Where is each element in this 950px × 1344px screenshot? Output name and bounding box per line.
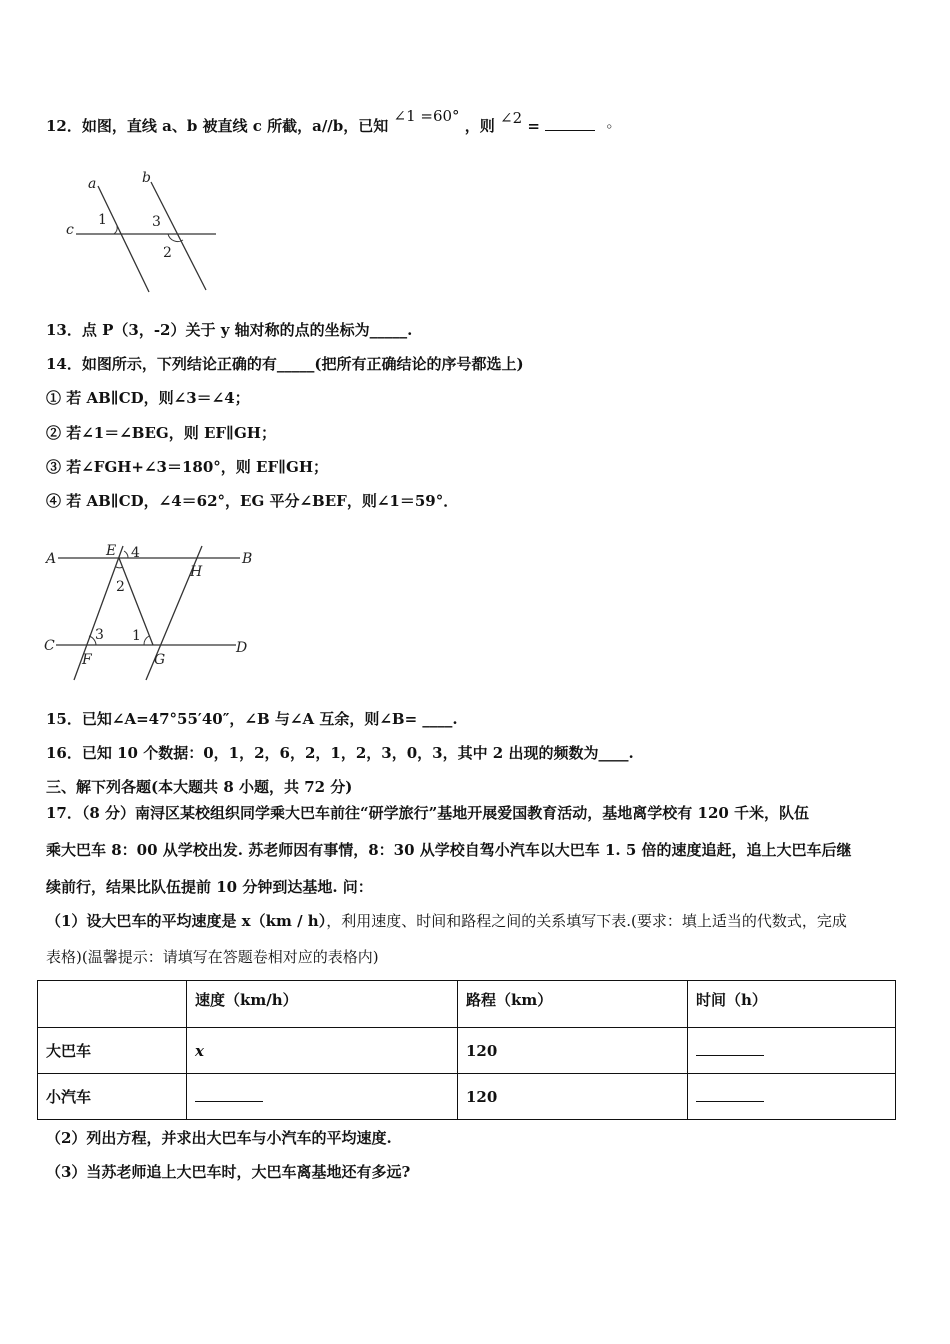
table-header-row bbox=[38, 981, 896, 1028]
row-car-time[interactable] bbox=[688, 1074, 896, 1120]
q17-part-3: （3）当苏老师追上大巴车时，大巴车离基地还有多远? bbox=[46, 1163, 411, 1181]
label-1: 1 bbox=[132, 628, 141, 644]
label-A: A bbox=[46, 551, 57, 567]
q14-option-3: ③ 若∠FGH+∠3＝180°，则 EF∥GH； bbox=[46, 458, 329, 476]
question-15: 15．已知∠A=47°55′40″，∠B 与∠A 互余，则∠B= ____. bbox=[46, 710, 458, 728]
q17-line-3: 续前行，结果比队伍提前 10 分钟到达基地. 问： bbox=[46, 878, 373, 896]
label-B: B bbox=[242, 551, 253, 567]
q12-prefix: 12．如图，直线 a、b 被直线 c 所截，a//b，已知 bbox=[46, 117, 389, 135]
car-time-blank bbox=[696, 1089, 764, 1102]
row-car-speed[interactable] bbox=[187, 1074, 458, 1120]
label-b: b bbox=[142, 170, 151, 186]
q12-suffix: = bbox=[527, 117, 540, 135]
label-D: D bbox=[236, 640, 248, 656]
label-3: 3 bbox=[95, 627, 104, 643]
label-2: 2 bbox=[163, 245, 172, 261]
angle-4-arc bbox=[124, 551, 128, 558]
section-3-title: 三、解下列各题(本大题共 8 小题，共 72 分) bbox=[46, 778, 353, 796]
row-bus-time[interactable] bbox=[688, 1028, 896, 1074]
q14-option-2: ② 若∠1＝∠BEG，则 EF∥GH； bbox=[46, 424, 276, 442]
table-row bbox=[38, 1028, 896, 1074]
q12-middle: ，则 bbox=[464, 117, 495, 135]
table-header-blank bbox=[38, 981, 187, 1028]
label-2: 2 bbox=[116, 579, 125, 595]
table-header-time: 时间（h） bbox=[688, 981, 896, 1028]
q17-part-1-rest: ，利用速度、时间和路程之间的关系填写下表.(要求：填上适当的代数式，完成 bbox=[326, 912, 847, 930]
q17-part-1 bbox=[46, 911, 847, 931]
angle-1-arc bbox=[144, 636, 149, 645]
line-a bbox=[98, 186, 149, 292]
speed-distance-time-table bbox=[37, 980, 896, 1120]
row-bus-speed: x bbox=[187, 1028, 458, 1074]
bus-time-blank bbox=[696, 1043, 764, 1056]
q14-figure bbox=[40, 538, 260, 688]
q17-part-2: （2）列出方程，并求出大巴车与小汽车的平均速度. bbox=[46, 1129, 392, 1147]
question-13: 13．点 P（3，-2）关于 y 轴对称的点的坐标为_____. bbox=[46, 321, 413, 339]
q14-option-4: ④ 若 AB∥CD，∠4＝62°，EG 平分∠BEF，则∠1＝59°． bbox=[46, 492, 459, 510]
row-car-distance: 120 bbox=[458, 1074, 688, 1120]
label-E: E bbox=[106, 543, 117, 559]
q17-line-2: 乘大巴车 8：00 从学校出发. 苏老师因有事情，8：30 从学校自驾小汽车以大巴车 1. 5 倍的速度追赶，追上大巴车后继 bbox=[46, 841, 852, 859]
question-12 bbox=[46, 107, 622, 136]
label-C: C bbox=[44, 638, 55, 654]
question-14-stem: 14．如图所示，下列结论正确的有_____(把所有正确结论的序号都选上) bbox=[46, 355, 524, 373]
q12-end: 。 bbox=[606, 113, 622, 131]
label-4: 4 bbox=[131, 545, 140, 561]
table-header-speed: 速度（km/h） bbox=[187, 981, 458, 1028]
q17-part-1-line-2: 表格)(温馨提示：请填写在答题卷相对应的表格内) bbox=[46, 948, 379, 966]
q14-option-1: ① 若 AB∥CD，则∠3＝∠4； bbox=[46, 389, 250, 407]
label-a: a bbox=[88, 176, 97, 192]
q12-given-angle: ∠1 =60° bbox=[393, 107, 460, 125]
q12-target-angle: ∠2 bbox=[500, 109, 523, 127]
table-row bbox=[38, 1074, 896, 1120]
q17-part-1-bold: （1）设大巴车的平均速度是 x（km / h） bbox=[46, 912, 327, 930]
row-car-name: 小汽车 bbox=[38, 1074, 187, 1120]
label-G: G bbox=[154, 652, 166, 668]
label-1: 1 bbox=[98, 212, 107, 228]
question-16: 16．已知 10 个数据：0，1，2，6，2，1，2，3，0，3，其中 2 出现的频数为____. bbox=[46, 744, 634, 762]
line-b bbox=[151, 182, 206, 290]
q12-figure bbox=[60, 168, 230, 298]
angle-2-arc bbox=[116, 567, 123, 568]
table-header-distance: 路程（km） bbox=[458, 981, 688, 1028]
label-F: F bbox=[82, 652, 92, 668]
label-3: 3 bbox=[152, 214, 161, 230]
q12-answer-blank bbox=[545, 116, 595, 131]
car-speed-blank bbox=[195, 1089, 263, 1102]
label-H: H bbox=[190, 564, 203, 580]
angle-1-arc bbox=[114, 226, 117, 234]
q17-line-1: 17．（8 分）南浔区某校组织同学乘大巴车前往“研学旅行”基地开展爱国教育活动，基地离学校有 120 千米，队伍 bbox=[46, 804, 810, 822]
label-c: c bbox=[66, 222, 74, 238]
row-bus-name: 大巴车 bbox=[38, 1028, 187, 1074]
row-bus-distance: 120 bbox=[458, 1028, 688, 1074]
